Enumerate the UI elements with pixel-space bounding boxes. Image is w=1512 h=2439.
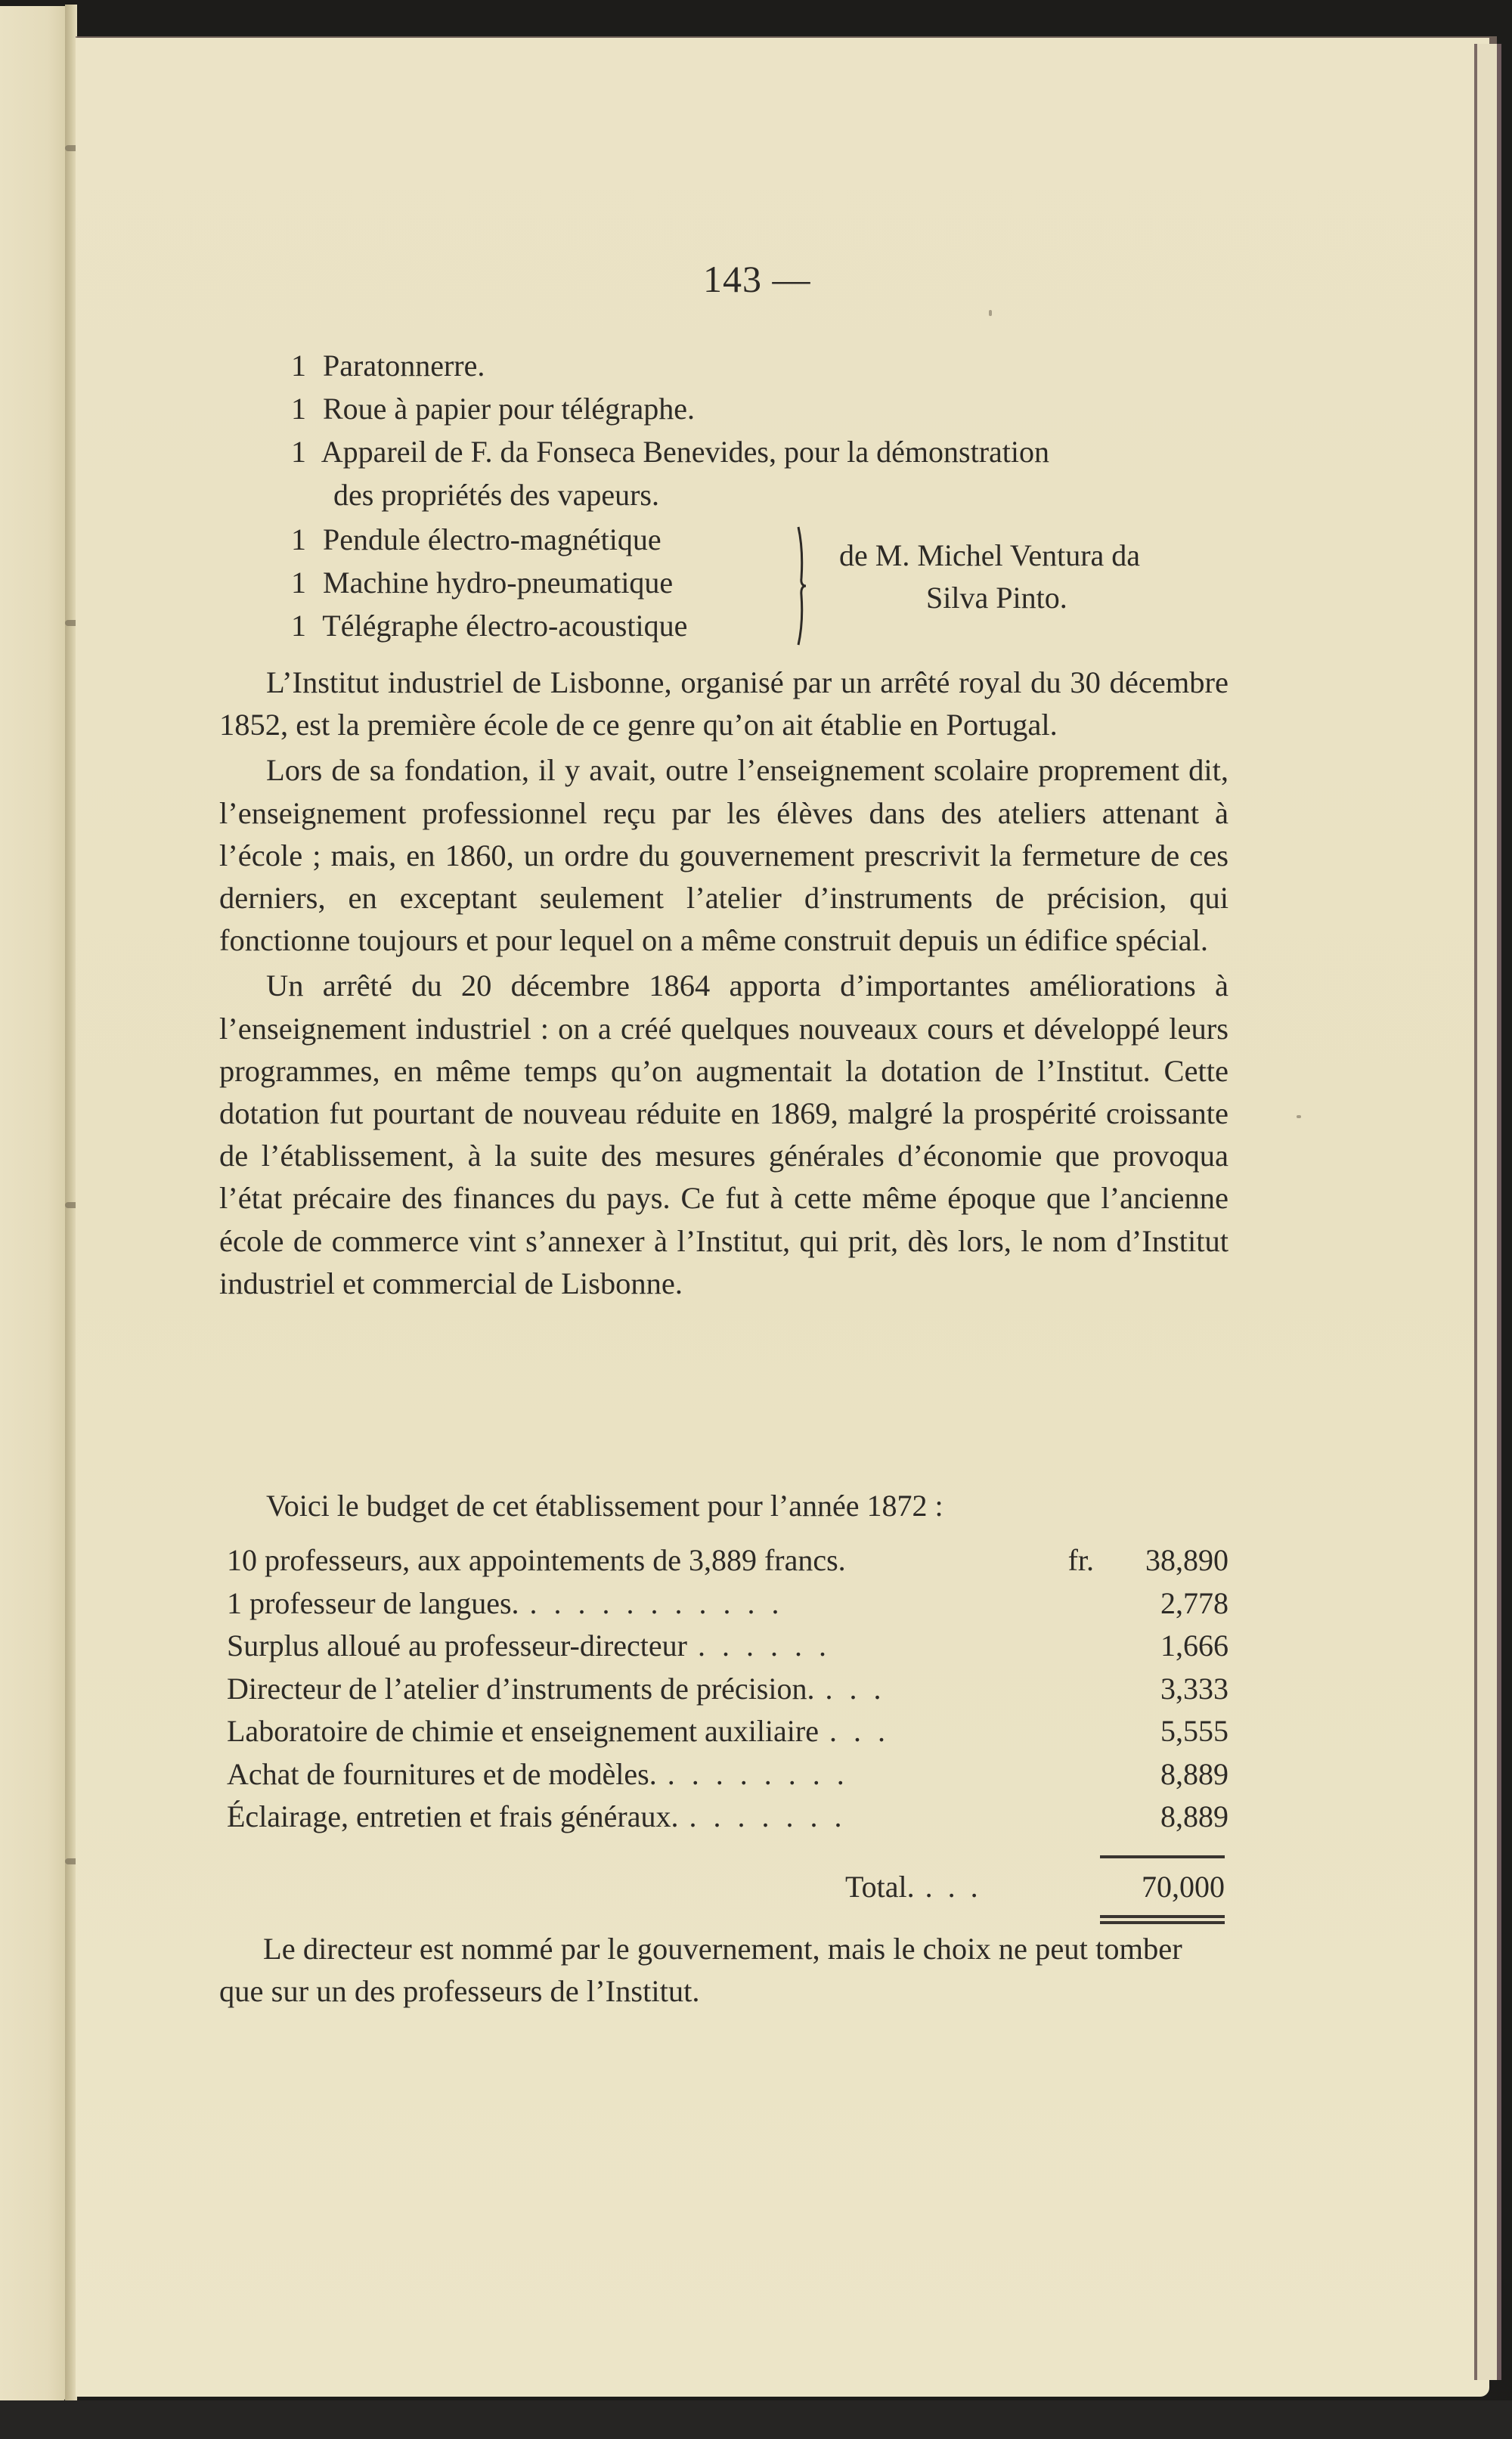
budget-value: 3,333 (1160, 1671, 1228, 1706)
dot-leader: ....... (689, 1799, 859, 1833)
budget-value: 5,555 (1160, 1714, 1228, 1748)
list-item (291, 430, 1236, 473)
list-item-continuation: des propriétés des vapeurs. (333, 478, 659, 512)
budget-value: 38,890 (1145, 1543, 1228, 1577)
paragraph: Lors de sa fondation, il y avait, outre l’enseignement scolaire proprement dit, l’enseignement professionnel reçu par les élèves dans des ateliers attenant à l’école ; mais, en 1860, un ordre du gouvernement prescrivit la fermeture de ces derniers, en exceptant seulement l’atelier d’instruments de précision, qui fonctionne toujours et pour lequel on a même construit depuis un édifice spécial. (219, 753, 1228, 958)
total-label: Total. (845, 1870, 915, 1904)
list-item (291, 518, 820, 561)
dot-leader: ... (825, 1671, 898, 1706)
item-quantity: 1 (291, 522, 306, 556)
dot-leader: ... (925, 1870, 993, 1904)
item-quantity: 1 (291, 392, 306, 426)
list-item (291, 344, 1236, 387)
item-text: Paratonnerre. (323, 349, 485, 383)
budget-row (227, 1713, 1228, 1756)
budget-value: 8,889 (1160, 1799, 1228, 1833)
paper-speck (989, 310, 992, 316)
item-quantity: 1 (291, 609, 306, 643)
budget-label: Achat de fournitures et de modèles. (227, 1756, 657, 1791)
budget-label: Laboratoire de chimie et enseignement auxiliaire (227, 1714, 819, 1748)
donor-note (839, 535, 1232, 619)
budget-row (227, 1542, 1228, 1585)
donor-note-line: Silva Pinto. (926, 581, 1067, 615)
budget-value: 1,666 (1160, 1629, 1228, 1663)
item-text: Appareil de F. da Fonseca Benevides, pour la démonstration (321, 435, 1050, 469)
item-text: Roue à papier pour télégraphe. (323, 392, 696, 426)
scanner-background (0, 2400, 1512, 2439)
braced-equipment-group (291, 518, 1236, 654)
list-item (291, 387, 1236, 430)
budget-row (227, 1585, 1228, 1629)
item-quantity: 1 (291, 349, 306, 383)
item-text: Machine hydro-pneumatique (323, 566, 674, 600)
sum-rule (1100, 1855, 1225, 1858)
braced-items (291, 518, 820, 647)
budget-label: 10 professeurs, aux appointements de 3,889 francs. (227, 1543, 846, 1577)
item-text: Pendule électro-magnétique (323, 522, 662, 556)
budget-label: Éclairage, entretien et frais généraux. (227, 1799, 679, 1833)
total-value: 70,000 (1142, 1870, 1225, 1904)
budget-intro: Voici le budget de cet établissement pour l’année 1872 : (266, 1489, 943, 1523)
budget-row (227, 1671, 1228, 1714)
budget-label: Surplus alloué au professeur-directeur (227, 1629, 687, 1663)
budget-label: Directeur de l’atelier d’instruments de précision. (227, 1671, 815, 1706)
total-double-rule (1100, 1915, 1225, 1924)
budget-total-row (845, 1869, 1225, 1904)
dot-leader: ...... (697, 1629, 843, 1663)
budget-table (227, 1542, 1228, 1842)
dot-leader: ........ (667, 1756, 861, 1791)
facing-page-edge (0, 6, 68, 2410)
paragraph: Le directeur est nommé par le gouvernement, mais le choix ne peut tomber que sur un des professeurs de l’Institut. (219, 1932, 1182, 2008)
budget-label: 1 professeur de langues. (227, 1585, 519, 1620)
budget-row (227, 1628, 1228, 1671)
page-number-header: 143 — (703, 258, 811, 300)
donor-note-line: de M. Michel Ventura da (839, 538, 1141, 572)
equipment-list (291, 344, 1236, 516)
paper-speck (1297, 1115, 1301, 1118)
closing-text (219, 1928, 1228, 2013)
item-quantity: 1 (291, 435, 306, 469)
dot-leader: ........... (529, 1585, 796, 1620)
budget-row (227, 1799, 1228, 1842)
item-quantity: 1 (291, 566, 306, 600)
budget-row (227, 1756, 1228, 1799)
right-brace-icon (794, 525, 816, 646)
item-text: Télégraphe électro-acoustique (322, 609, 688, 643)
paragraph: Un arrêté du 20 décembre 1864 apporta d’importantes améliorations à l’enseignement industriel : on a créé quelques nouveaux cours et développé leurs programmes, en même temps qu’on augmentait la dotation de l’Institut. Cette dotation fut pourtant de nouveau réduite en 1869, malgré la prospérité croissante de l’établissement, à la suite des mesures générales d’économie que provoqua l’état précaire des finances du pays. Ce fut à cette même époque que l’ancienne école de commerce vint s’annexer à l’Institut, qui prit, dès lors, le nom d’Institut industriel et commercial de Lisbonne. (219, 968, 1228, 1300)
budget-value: 2,778 (1160, 1585, 1228, 1620)
page-fore-edge (1474, 44, 1501, 2380)
list-item (291, 561, 820, 604)
paragraph: L’Institut industriel de Lisbonne, organisé par un arrêté royal du 30 décembre 1852, est la première école de ce genre qu’on ait établie en Portugal. (219, 665, 1228, 742)
budget-value: 8,889 (1160, 1756, 1228, 1791)
currency-label: fr. (1067, 1543, 1094, 1577)
body-text (219, 662, 1228, 1305)
list-item (291, 604, 820, 647)
dot-leader: ... (829, 1714, 902, 1748)
